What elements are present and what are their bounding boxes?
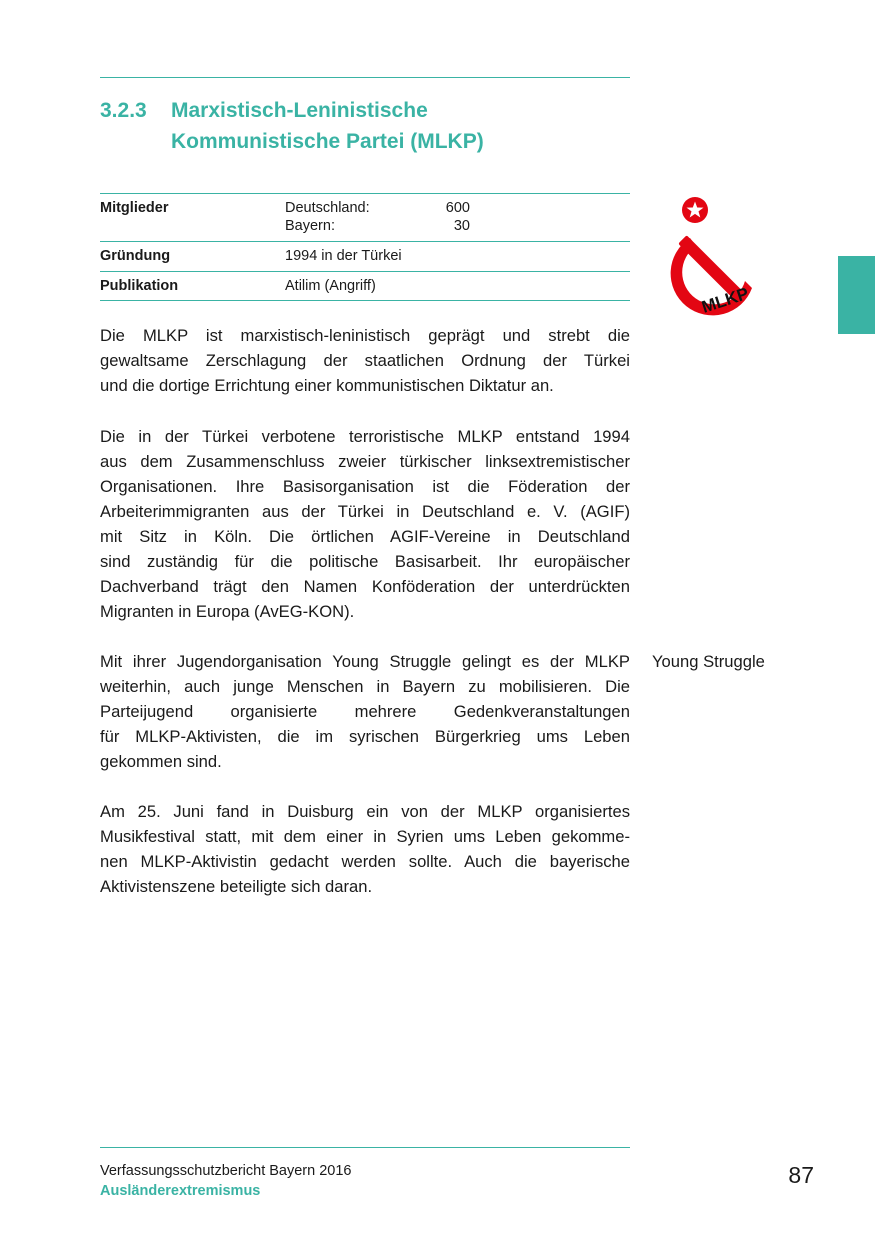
margin-note: Young Struggle xyxy=(652,652,765,671)
paragraph-4 xyxy=(100,799,630,899)
text-line: gekommen sind. xyxy=(100,752,222,771)
paragraph-1 xyxy=(100,323,630,398)
fact-table-top-rule xyxy=(100,193,630,194)
publication-label: Publikation xyxy=(100,278,179,294)
paragraph-3 xyxy=(100,649,630,774)
text-line: Dachverband trägt den Namen Konföderation der unterdrückten xyxy=(100,577,630,596)
text-line: weiterhin, auch junge Menschen in Bayern zu mobilisieren. Die xyxy=(100,677,630,696)
founding-label: Gründung xyxy=(100,248,171,264)
publication-value: Atilim (Angriff) xyxy=(285,278,376,294)
section-title-line-2: Kommunistische Partei (MLKP) xyxy=(171,130,484,153)
members-count-germany: 600 xyxy=(445,200,470,216)
section-number: 3.2.3 xyxy=(100,99,147,122)
footer-rule xyxy=(100,1147,630,1148)
text-line: nen MLKP-Aktivistin gedacht werden sollte. Auch die bayerische xyxy=(100,852,630,871)
text-line: sind zuständig für die politische Basisarbeit. Ihr europäischer xyxy=(100,552,630,571)
footer-report-title: Verfassungsschutzbericht Bayern 2016 xyxy=(100,1163,352,1179)
fact-table-rule xyxy=(100,241,630,242)
text-line: Aktivistenszene beteiligte sich daran. xyxy=(100,877,373,896)
members-label: Mitglieder xyxy=(100,200,169,216)
fact-table-bottom-rule xyxy=(100,300,630,301)
text-line: Arbeiterimmigranten aus der Türkei in Deutschland e. V. (AGIF) xyxy=(100,502,630,521)
mlkp-logo-icon xyxy=(652,188,764,320)
members-region-bavaria: Bayern: xyxy=(285,218,335,234)
footer-chapter: Ausländerextremismus xyxy=(100,1183,261,1199)
members-region-germany: Deutschland: xyxy=(285,200,370,216)
chapter-tab xyxy=(838,256,875,334)
paragraph-2 xyxy=(100,424,630,624)
fact-table-rule xyxy=(100,271,630,272)
text-line: Migranten in Europa (AvEG-KON). xyxy=(100,602,355,621)
text-line: und die dortige Errichtung einer kommunistischen Diktatur an. xyxy=(100,376,554,395)
text-line: Mit ihrer Jugendorganisation Young Struggle gelingt es der MLKP xyxy=(100,652,630,671)
text-line: Organisationen. Ihre Basisorganisation ist die Föderation der xyxy=(100,477,630,496)
members-count-bavaria: 30 xyxy=(453,218,470,234)
text-line: gewaltsame Zerschlagung der staatlichen Ordnung der Türkei xyxy=(100,351,630,370)
heading-top-rule xyxy=(100,77,630,78)
text-line: Die MLKP ist marxistisch-leninistisch geprägt und strebt die xyxy=(100,326,630,345)
text-line: Die in der Türkei verbotene terroristische MLKP entstand 1994 xyxy=(100,427,630,446)
text-line: mit Sitz in Köln. Die örtlichen AGIF-Vereine in Deutschland xyxy=(100,527,630,546)
text-line: Am 25. Juni fand in Duisburg ein von der MLKP organisiertes xyxy=(100,802,630,821)
founding-value: 1994 in der Türkei xyxy=(285,248,402,264)
section-title-line-1: Marxistisch-Leninistische xyxy=(171,99,428,122)
page-number: 87 xyxy=(788,1162,814,1188)
text-line: für MLKP-Aktivisten, die im syrischen Bürgerkrieg ums Leben xyxy=(100,727,630,746)
text-line: Parteijugend organisierte mehrere Gedenkveranstaltungen xyxy=(100,702,630,721)
text-line: aus dem Zusammenschluss zweier türkischer linksextremistischer xyxy=(100,452,630,471)
logo-text: MLKP xyxy=(699,283,752,317)
text-line: Musikfestival statt, mit dem einer in Syrien ums Leben gekomme- xyxy=(100,827,630,846)
